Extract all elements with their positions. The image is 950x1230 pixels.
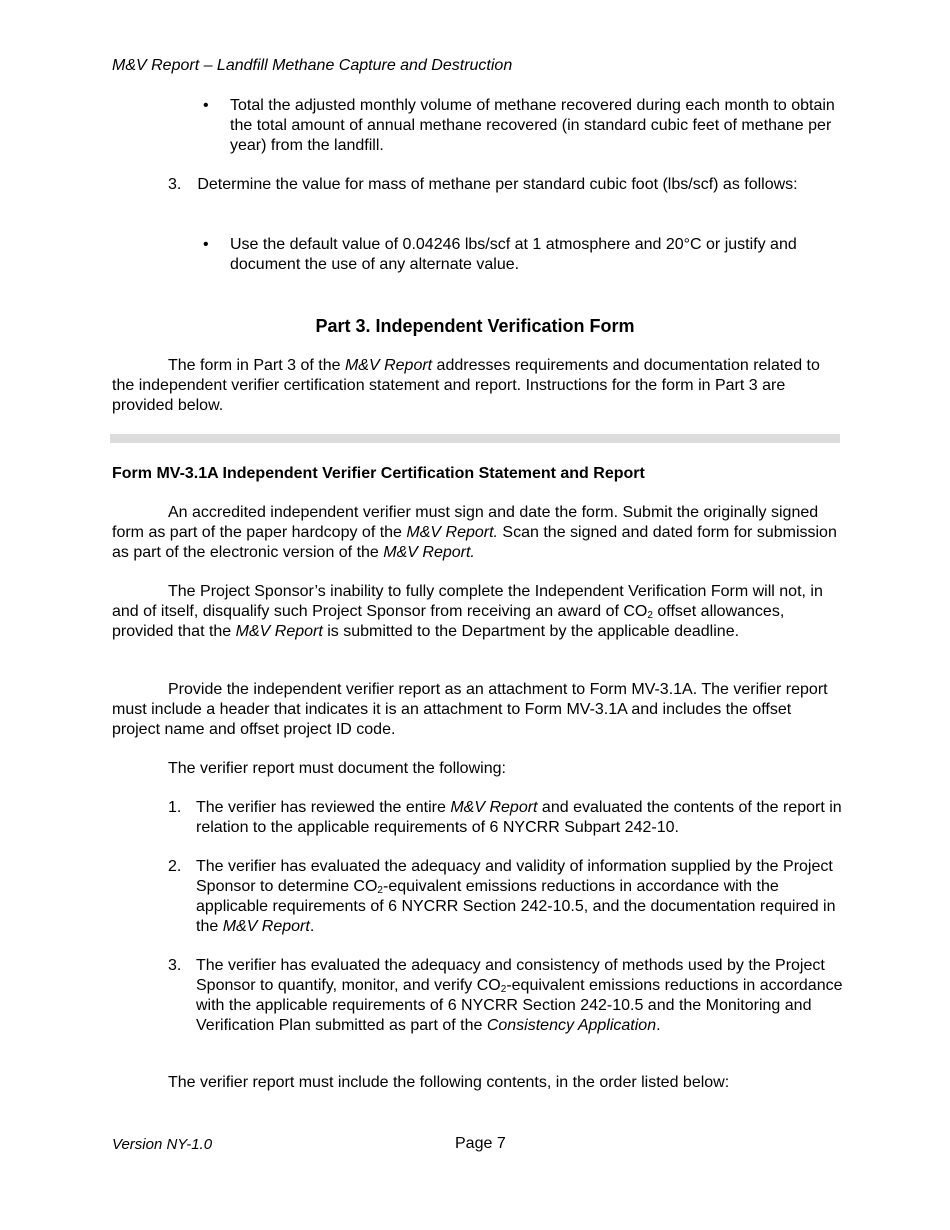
part-3-intro: The form in Part 3 of the M&V Report addresses requirements and documentation related to the independent verifier certification statement and report. Instructions for the form in Part 3 are provided below. [112, 357, 820, 414]
list-item: 3. The verifier has evaluated the adequacy and consistency of methods used by the Project Sponsor to quantify, monitor, and verify $CO_2$-equivalent emissions reductions in accordance with the applicable requirements of 6 NYCRR Section 242-10.5 and the Monitoring and Verification Plan submitted as part of the Consistency Application. [168, 957, 843, 1034]
bullet-icon: • [203, 97, 209, 114]
verifier-list-intro: The verifier report must document the following: [168, 760, 506, 777]
page-header-title: M&V Report – Landfill Methane Capture and Destruction [112, 57, 513, 74]
list-item: 1. The verifier has reviewed the entire M&V Report and evaluated the contents of the report in relation to the applicable requirements of 6 NYCRR Subpart 242-10. [168, 799, 842, 836]
section-divider [110, 434, 840, 443]
part-3-title: Part 3. Independent Verification Form [315, 316, 635, 336]
form-para-verifier-report-attachment: Provide the independent verifier report as an attachment to Form MV-3.1A. The verifier report must include a header that indicates it is an attachment to Form MV-3.1A and includes the offset project name and offset project ID code. [112, 681, 828, 738]
bullet-icon: • [203, 236, 209, 253]
form-mv-3-1a-heading: Form MV-3.1A Independent Verifier Certification Statement and Report [112, 465, 645, 482]
list-item: 2. The verifier has evaluated the adequacy and validity of information supplied by the Project Sponsor to determine $CO_2$-equivalent emissions reductions in accordance with the applicable requirements of 6 NYCRR Section 242-10.5, and the documentation required in the M&V Report. [168, 858, 836, 935]
form-para-sign-and-date: An accredited independent verifier must sign and date the form. Submit the originally signed form as part of the paper hardcopy of the M&V Report. Scan the signed and dated form for submission as part of the electronic version of the M&V Report. [112, 504, 837, 561]
footer-page-number: Page 7 [455, 1135, 506, 1152]
footer-version: Version NY-1.0 [112, 1136, 213, 1153]
step-number: 3. [168, 176, 182, 193]
list-item: • Use the default value of 0.04246 lbs/scf at 1 atmosphere and 20°C or justify and document the use of any alternate value. [203, 236, 797, 273]
methane-volume-bullet-list [200, 96, 840, 156]
list-item: • Total the adjusted monthly volume of methane recovered during each month to obtain the total amount of annual methane recovered (in standard cubic feet of methane per year) from the landfill. [203, 97, 835, 154]
step-text: Determine the value for mass of methane per standard cubic foot (lbs/scf) as follows: [197, 176, 798, 193]
form-para-sponsor-inability: The Project Sponsor’s inability to fully complete the Independent Verification Form will not, in and of itself, disqualify such Project Sponsor from receiving an award of $CO_2$ offset allowances, provided that the M&V Report is submitted to the Department by the applicable deadline. [112, 583, 823, 640]
verifier-requirements-list [168, 798, 848, 1055]
verifier-contents-intro: The verifier report must include the following contents, in the order listed below: [168, 1074, 730, 1091]
default-value-bullet-list [200, 235, 840, 275]
step-3-paragraph [112, 175, 832, 195]
